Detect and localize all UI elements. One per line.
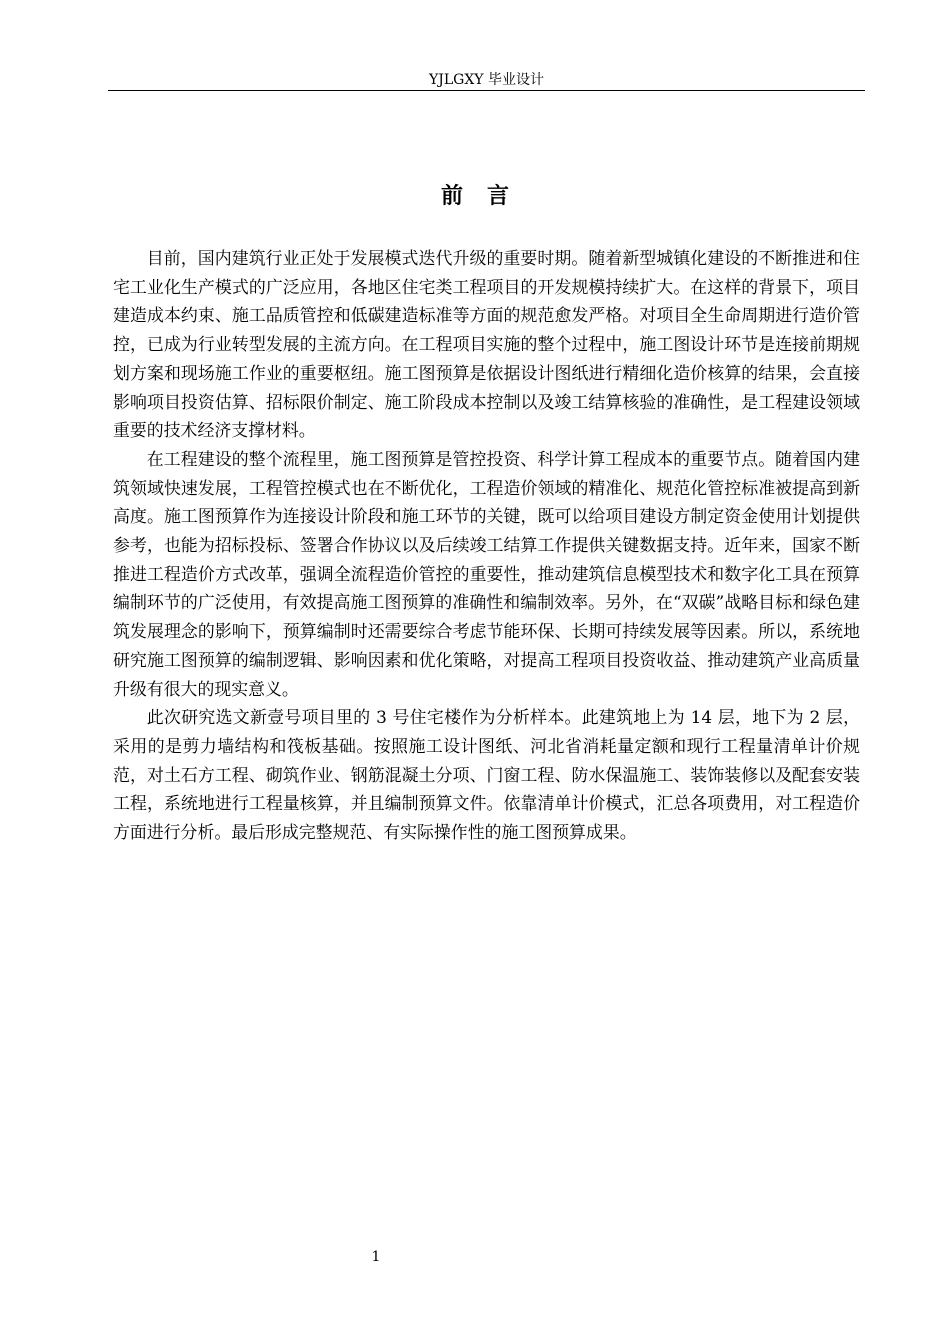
body-text [113,244,860,847]
section-title: 前言 [440,183,533,209]
paragraph-3: 此次研究选文新壹号项目里的 3 号住宅楼作为分析样本。此建筑地上为 14 层，地下为 2 层，采用的是剪力墙结构和筏板基础。按照施工设计图纸、河北省消耗量定额和现行工程量清单计价规范，对土石方工程、砌筑作业、钢筋混凝土分项、门窗工程、防水保温施工、装饰装修以及配套安装工程，系统地进行工程量核算，并且编制预算文件。依靠清单计价模式，汇总各项费用，对工程造价方面进行分析。最后形成完整规范、有实际操作性的施工图预算成果。 [113,707,860,843]
paragraph-2: 在工程建设的整个流程里，施工图预算是管控投资、科学计算工程成本的重要节点。随着国内建筑领域快速发展，工程管控模式也在不断优化，工程造价领域的精准化、规范化管控标准被提高到新高度。施工图预算作为连接设计阶段和施工环节的关键，既可以给项目建设方制定资金使用计划提供参考，也能为招标投标、签署合作协议以及后续竣工结算工作提供关键数据支持。近年来，国家不断推进工程造价方式改革，强调全流程造价管控的重要性，推动建筑信息模型技术和数字化工具在预算编制环节的广泛使用，有效提高施工图预算的准确性和编制效率。另外，在“双碳”战略目标和绿色建筑发展理念的影响下，预算编制时还需要综合考虑节能环保、长期可持续发展等因素。所以，系统地研究施工图预算的编制逻辑、影响因素和优化策略，对提高工程项目投资收益、推动建筑产业高质量升级有很大的现实意义。 [113,448,860,699]
page-header [108,70,865,91]
paragraph-1: 目前，国内建筑行业正处于发展模式迭代升级的重要时期。随着新型城镇化建设的不断推进和住宅工业化生产模式的广泛应用，各地区住宅类工程项目的开发规模持续扩大。在这样的背景下，项目建造成本约束、施工品质管控和低碳建造标准等方面的规范愈发严格。对项目全生命周期进行造价管控，已成为行业转型发展的主流方向。在工程项目实施的整个过程中，施工图设计环节是连接前期规划方案和现场施工作业的重要枢纽。施工图预算是依据设计图纸进行精细化造价核算的结果，会直接影响项目投资估算、招标限价制定、施工阶段成本控制以及竣工结算核验的准确性，是工程建设领域重要的技术经济支撑材料。 [113,248,860,441]
page-header-text: YJLGXY 毕业设计 [429,72,544,88]
page-number: 1 [371,1249,381,1265]
